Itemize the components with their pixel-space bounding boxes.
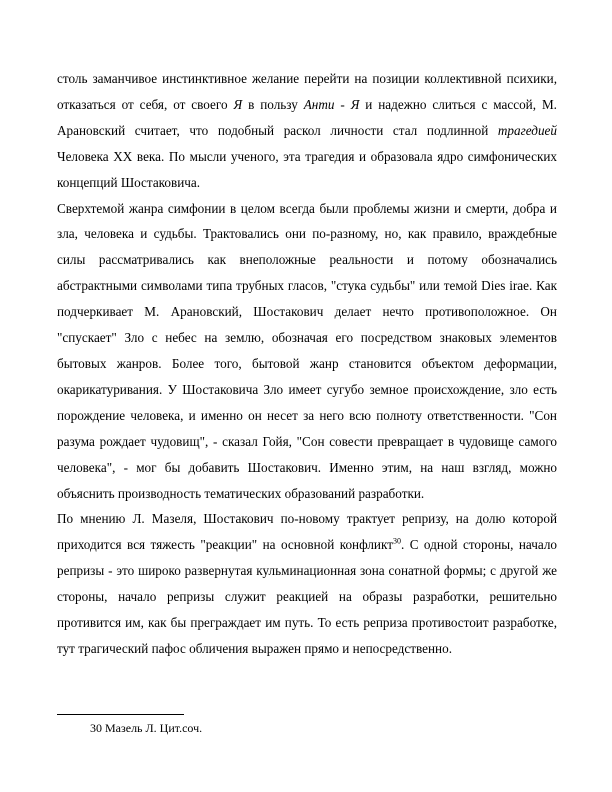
paragraph-2: Сверхтемой жанра симфонии в целом всегда были проблемы жизни и смерти, добра и зла, человека и судьбы. Трактовались они по-разному, но, как правило, враждебные силы рассматривались как внеположные реальности и потому обозначались абстрактными символами типа трубных гласов, "стука судьбы" или темой Dies irae. Как подчеркивает М. Арановский, Шостакович делает нечто противоположное. Он "спускает" Зло с небес на землю, обозначая его посредством знаковых элементов бытовых жанров. Более того, бытовой жанр становится объектом деформации, окарикатуривания. У Шостаковича Зло имеет сугубо земное происхождение, зло есть порождение человека, и именно он несет за него всю полноту ответственности. "Сон разума рождает чудовищ", - сказал Гойя, "Сон совести превращает в чудовище самого человека", - мог бы добавить Шостакович. Именно этим, на наш взгляд, можно объяснить производность тематических образований разработки. bbox=[57, 200, 557, 501]
text-run: Человека XX века. По мысли ученого, эта трагедия и образовала ядро симфонических концепций Шостаковича. bbox=[57, 148, 557, 190]
footnote-reference[interactable]: 30 bbox=[392, 536, 401, 546]
paragraph-1 bbox=[57, 66, 557, 196]
italic-run: Анти - Я bbox=[303, 96, 360, 112]
body-text bbox=[57, 66, 557, 662]
text-run: По мнению Л. Мазеля, Шостакович по-новому трактует репризу, на долю которой приходится вся тяжесть "реакции" на основной конфликт bbox=[57, 511, 557, 553]
paragraph-3 bbox=[57, 506, 557, 661]
footnote: 30 Мазель Л. Цит.соч. bbox=[90, 721, 203, 735]
text-run: в пользу bbox=[242, 96, 304, 112]
text-run: столь заманчивое инстинктивное желание перейти на позиции коллективной психики, отказаться от себя, от своего bbox=[57, 71, 557, 112]
footnote-separator bbox=[57, 714, 184, 715]
italic-run: Я bbox=[233, 96, 243, 112]
text-run: . С одной стороны, начало репризы - это широко развернутая кульминационная зона сонатной формы; с другой же стороны, начало репризы служит реакцией на образы разработки, решительно противится им, как бы преграждает им путь. То есть реприза противостоит разработке, тут трагический пафос обличения выражен прямо и непосредственно. bbox=[57, 537, 557, 656]
text-run: и надежно слиться с массой, М. Арановский считает, что подобный раскол личности стал подлинной bbox=[57, 96, 557, 138]
italic-run: трагедией bbox=[497, 122, 557, 138]
